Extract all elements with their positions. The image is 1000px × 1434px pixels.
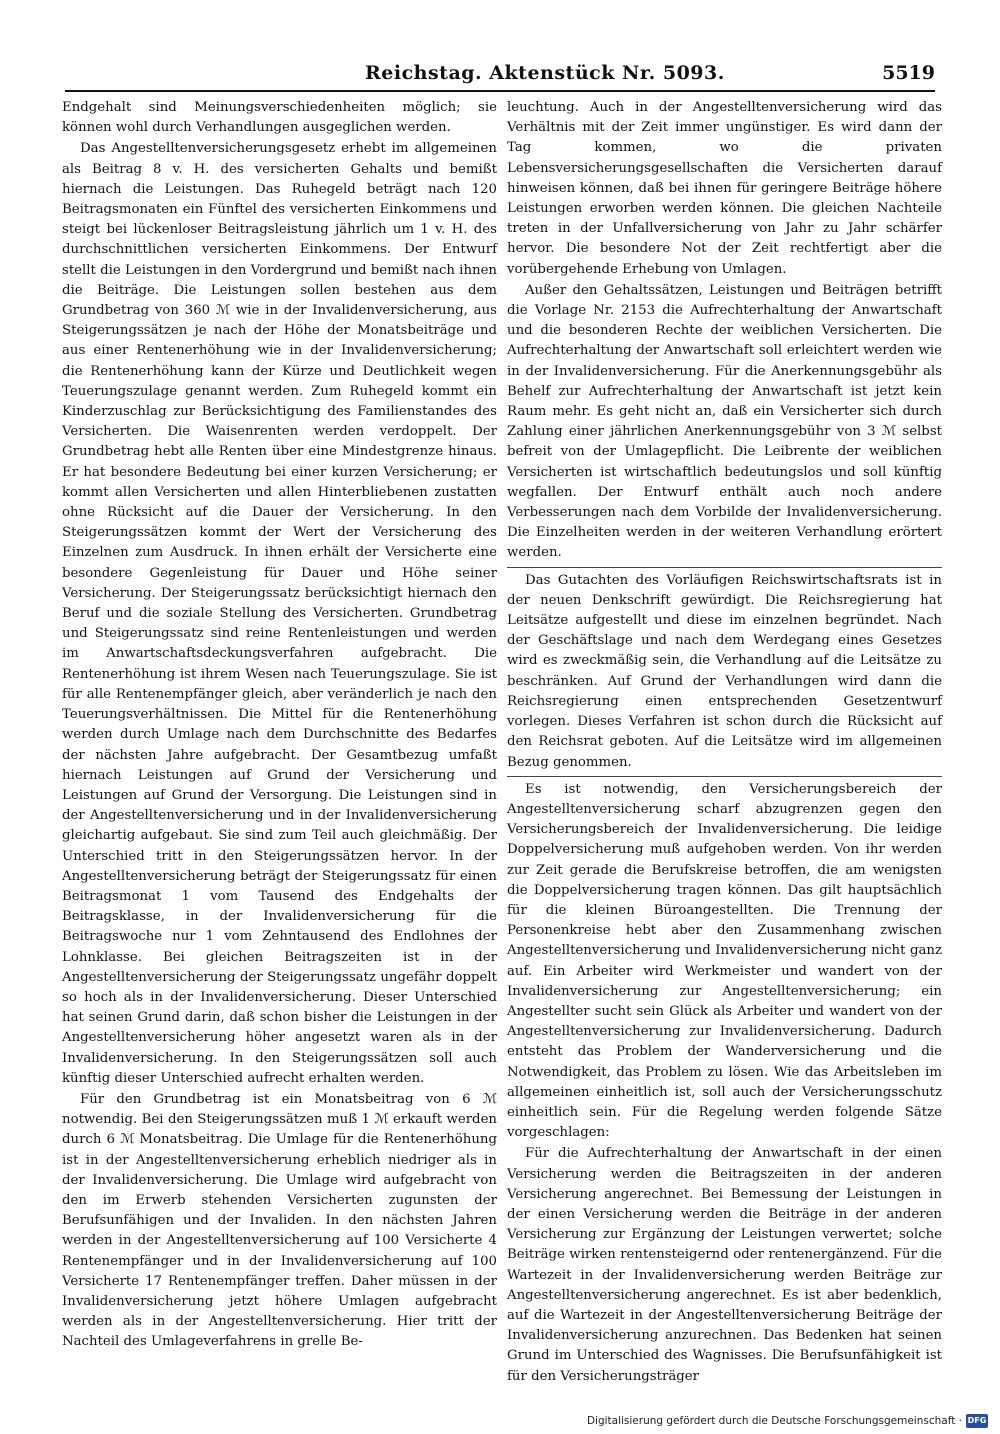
paragraph: Endgehalt sind Meinungsverschiedenheiten möglich; sie können wohl durch Verhandlungen ausgeglichen werden. [62,100,497,136]
page-number: 5519 [882,62,935,84]
left-column [62,98,497,1353]
paragraph: Es ist notwendig, den Versicherungsbereich der Angestelltenversicherung scharf abzugrenzen gegen den Versicherungsbereich der Invalidenversicherung. Die leidige Doppelversicherung muß aufgehoben werden. Von ihr werden zur Zeit gerade die Berufskreise betroffen, die am wenigsten die Doppelversicherung tragen können. Das gilt hauptsächlich für die kleinen Büroangestellten. Die Trennung der Personenkreise hebt aber den Zusammenhang zwischen Angestelltenversicherung und Invalidenversicherung nicht ganz auf. Ein Arbeiter wird Werkmeister und wandert von der Invalidenversicherung zur Angestelltenversicherung; ein Angestellter sucht sein Glück als Arbeiter und wandert von der Angestelltenversicherung zur Invalidenversicherung. Dadurch entsteht das Problem der Wanderversicherung und die Notwendigkeit, das Problem zu lösen. Wie das Arbeitsleben im allgemeinen einheitlich ist, soll auch der Versicherungsschutz einheitlich sein. Für die Regelung werden folgende Sätze vorgeschlagen: [507,781,942,1141]
paragraph: Für den Grundbetrag ist ein Monatsbeitrag von 6 ℳ notwendig. Bei den Steigerungssätzen muß 1 ℳ erkauft werden durch 6 ℳ Monatsbeitrag. Die Umlage für die Rentenerhöhung ist in der Angestelltenversicherung erheblich niedriger als in der Invalidenversicherung. Die Umlage wird aufgebracht von den im Erwerb stehenden Versicherten zugunsten der Berufsunfähigen und der Invaliden. In den nächsten Jahren werden in der Angestelltenversicherung auf 100 Versicherte 4 Rentenempfänger und in der Invalidenversicherung auf 100 Versicherte 17 Rentenempfänger treffen. Daher müssen in der Invalidenversicherung jetzt höhere Umlagen aufgebracht werden als in der Angestelltenversicherung. Hier tritt der Nachteil des Umlageverfahrens in grelle Be- [62,1091,497,1350]
footer-credit: Digitalisierung gefördert durch die Deutsche Forschungsgemeinschaft · [586,1415,962,1427]
page-header [65,62,935,90]
paragraph: leuchtung. Auch in der Angestelltenversicherung wird das Verhältnis mit der Zeit immer ungünstiger. Es wird dann der Tag kommen, wo die privaten Lebensversicherungsgesellschaften die Versicherten darauf hinweisen können, daß bei ihnen für geringere Beiträge höhere Leistungen erworben werden können. Die gleichen Nachteile treten in der Unfallversicherung von Jahr zu Jahr schärfer hervor. Die besondere Not der Zeit rechtfertigt aber die vorübergehende Erhebung von Umlagen. [507,100,942,277]
right-column [507,98,942,1387]
section-divider [507,567,942,568]
section-divider [507,776,942,777]
dfg-logo-icon: DFG [966,1414,988,1428]
running-title: Reichstag. Aktenstück Nr. 5093. [365,62,725,84]
footer [586,1415,990,1431]
paragraph: Das Gutachten des Vorläufigen Reichswirtschaftsrats ist in der neuen Denkschrift gewürdigt. Die Reichsregierung hat Leitsätze aufgestellt und diese im einzelnen begründet. Nach der Geschäftslage und nach dem Werdegang eines Gesetzes wird es zweckmäßig sein, die Verhandlung auf die Leitsätze zu beschränken. Auf Grund der Verhandlungen wird dann die Reichsregierung einen entsprechenden Gesetzentwurf vorlegen. Dieses Verfahren ist schon durch die Rücksicht auf den Reichsrat geboten. Auf die Leitsätze wird im allgemeinen Bezug genommen. [507,572,942,770]
indented-proposal: Für die Aufrechterhaltung der Anwartschaft in der einen Versicherung werden die Beitragszeiten in der anderen Versicherung angerechnet. Bei Bemessung der Leistungen in der einen Versicherung werden die Beiträge in der anderen Versicherung zur Ergänzung der Leistungen verwertet; solche Beiträge wirken rentensteigernd oder rentenergänzend. Für die Wartezeit in der Invalidenversicherung werden Beiträge zur Angestelltenversicherung angerechnet. Es ist aber bedenklich, auf die Wartezeit in der Angestelltenversicherung Beiträge der Invalidenversicherung anzurechnen. Das Bedenken hat seinen Grund im Unterschied des Wagnisses. Die Berufsunfähigkeit ist für den Versicherungsträger [507,1146,942,1384]
paragraph: Außer den Gehaltssätzen, Leistungen und Beiträgen betrifft die Vorlage Nr. 2153 die Aufrechterhaltung der Anwartschaft und die besonderen Rechte der weiblichen Versicherten. Die Aufrechterhaltung der Anwartschaft soll erleichtert werden wie in der Invalidenversicherung. Für die Anerkennungsgebühr als Behelf zur Aufrechterhaltung der Anwartschaft ist jetzt kein Raum mehr. Es geht nicht an, daß ein Versicherter sich durch Zahlung einer jährlichen Anerkennungsgebühr von 3 ℳ selbst befreit von der Umlagepflicht. Die Leibrente der weiblichen Versicherten ist wirtschaftlich bedeutungslos und soll künftig wegfallen. Der Entwurf enthält auch noch andere Verbesserungen nach dem Vorbilde der Invalidenversicherung. Die Einzelheiten werden in der weiteren Verhandlung erörtert werden. [507,282,942,561]
header-rule [65,90,935,92]
paragraph: Das Angestelltenversicherungsgesetz erhebt im allgemeinen als Beitrag 8 v. H. des versicherten Gehalts und bemißt hiernach die Leistungen. Das Ruhegeld beträgt nach 120 Beitragsmonaten ein Fünftel des versicherten Einkommens und steigt bei lückenloser Beitragsleistung jährlich um 1 v. H. des durchschnittlichen versicherten Einkommens. Der Entwurf stellt die Leistungen in den Vordergrund und bemißt nach ihnen die Beiträge. Die Leistungen sollen bestehen aus dem Grundbetrag von 360 ℳ wie in der Invalidenversicherung, aus Steigerungssätzen je nach der Höhe der Monatsbeiträge und aus einer Rentenerhöhung wie in der Invalidenversicherung; die Rentenerhöhung kann der Kürze und Deutlichkeit wegen Teuerungszulage genannt werden. Zum Ruhegeld kommt ein Kinderzuschlag zur Berücksichtigung des Familienstandes des Versicherten. Die Waisenrenten werden verdoppelt. Der Grundbetrag hebt alle Renten über eine Mindestgrenze hinaus. Er hat besondere Bedeutung bei einer kurzen Versicherung; er kommt allen Versicherten und allen Hinterbliebenen zustatten ohne Rücksicht auf die Dauer der Versicherung. In den Steigerungssätzen kommt der Wert der Versicherung des Einzelnen zum Ausdruck. In ihnen erhält der Versicherte eine besondere Gegenleistung für Dauer und Höhe seiner Versicherung. Der Steigerungssatz berücksichtigt hiernach den Beruf und die soziale Stellung des Versicherten. Grundbetrag und Steigerungssatz sind reine Rentenleistungen und werden im Anwartschaftsdeckungsverfahren aufgebracht. Die Rentenerhöhung ist ihrem Wesen nach Teuerungszulage. Sie ist für alle Rentenempfänger gleich, aber veränderlich je nach den Teuerungsverhältnissen. Die Mittel für die Rentenerhöhung werden durch Umlage nach dem Durchschnitte des Bedarfes der nächsten Jahre aufgebracht. Der Gesamtbezug umfaßt hiernach Leistungen auf Grund der Versicherung und Leistungen auf Grund der Versorgung. Die Leistungen sind in der Angestelltenversicherung und in der Invalidenversicherung gleichartig aufgebaut. Sie sind zum Teil auch gleichmäßig. Der Unterschied tritt in den Steigerungssätzen hervor. In der Angestelltenversicherung beträgt der Steigerungssatz für einen Beitragsmonat 1 vom Tausend des Endgehalts der Beitragsklasse, in der Invalidenversicherung für die Beitragswoche nur 1 vom Zehntausend des Endlohnes der Lohnklasse. Bei gleichen Beitragszeiten ist in der Angestelltenversicherung der Steigerungssatz ungefähr doppelt so hoch als in der Invalidenversicherung. Dieser Unterschied hat seinen Grund darin, daß schon bisher die Leistungen in der Angestelltenversicherung höher angesetzt waren als in der Invalidenversicherung. In den Steigerungssätzen soll auch künftig dieser Unterschied aufrecht erhalten werden. [62,141,497,1086]
